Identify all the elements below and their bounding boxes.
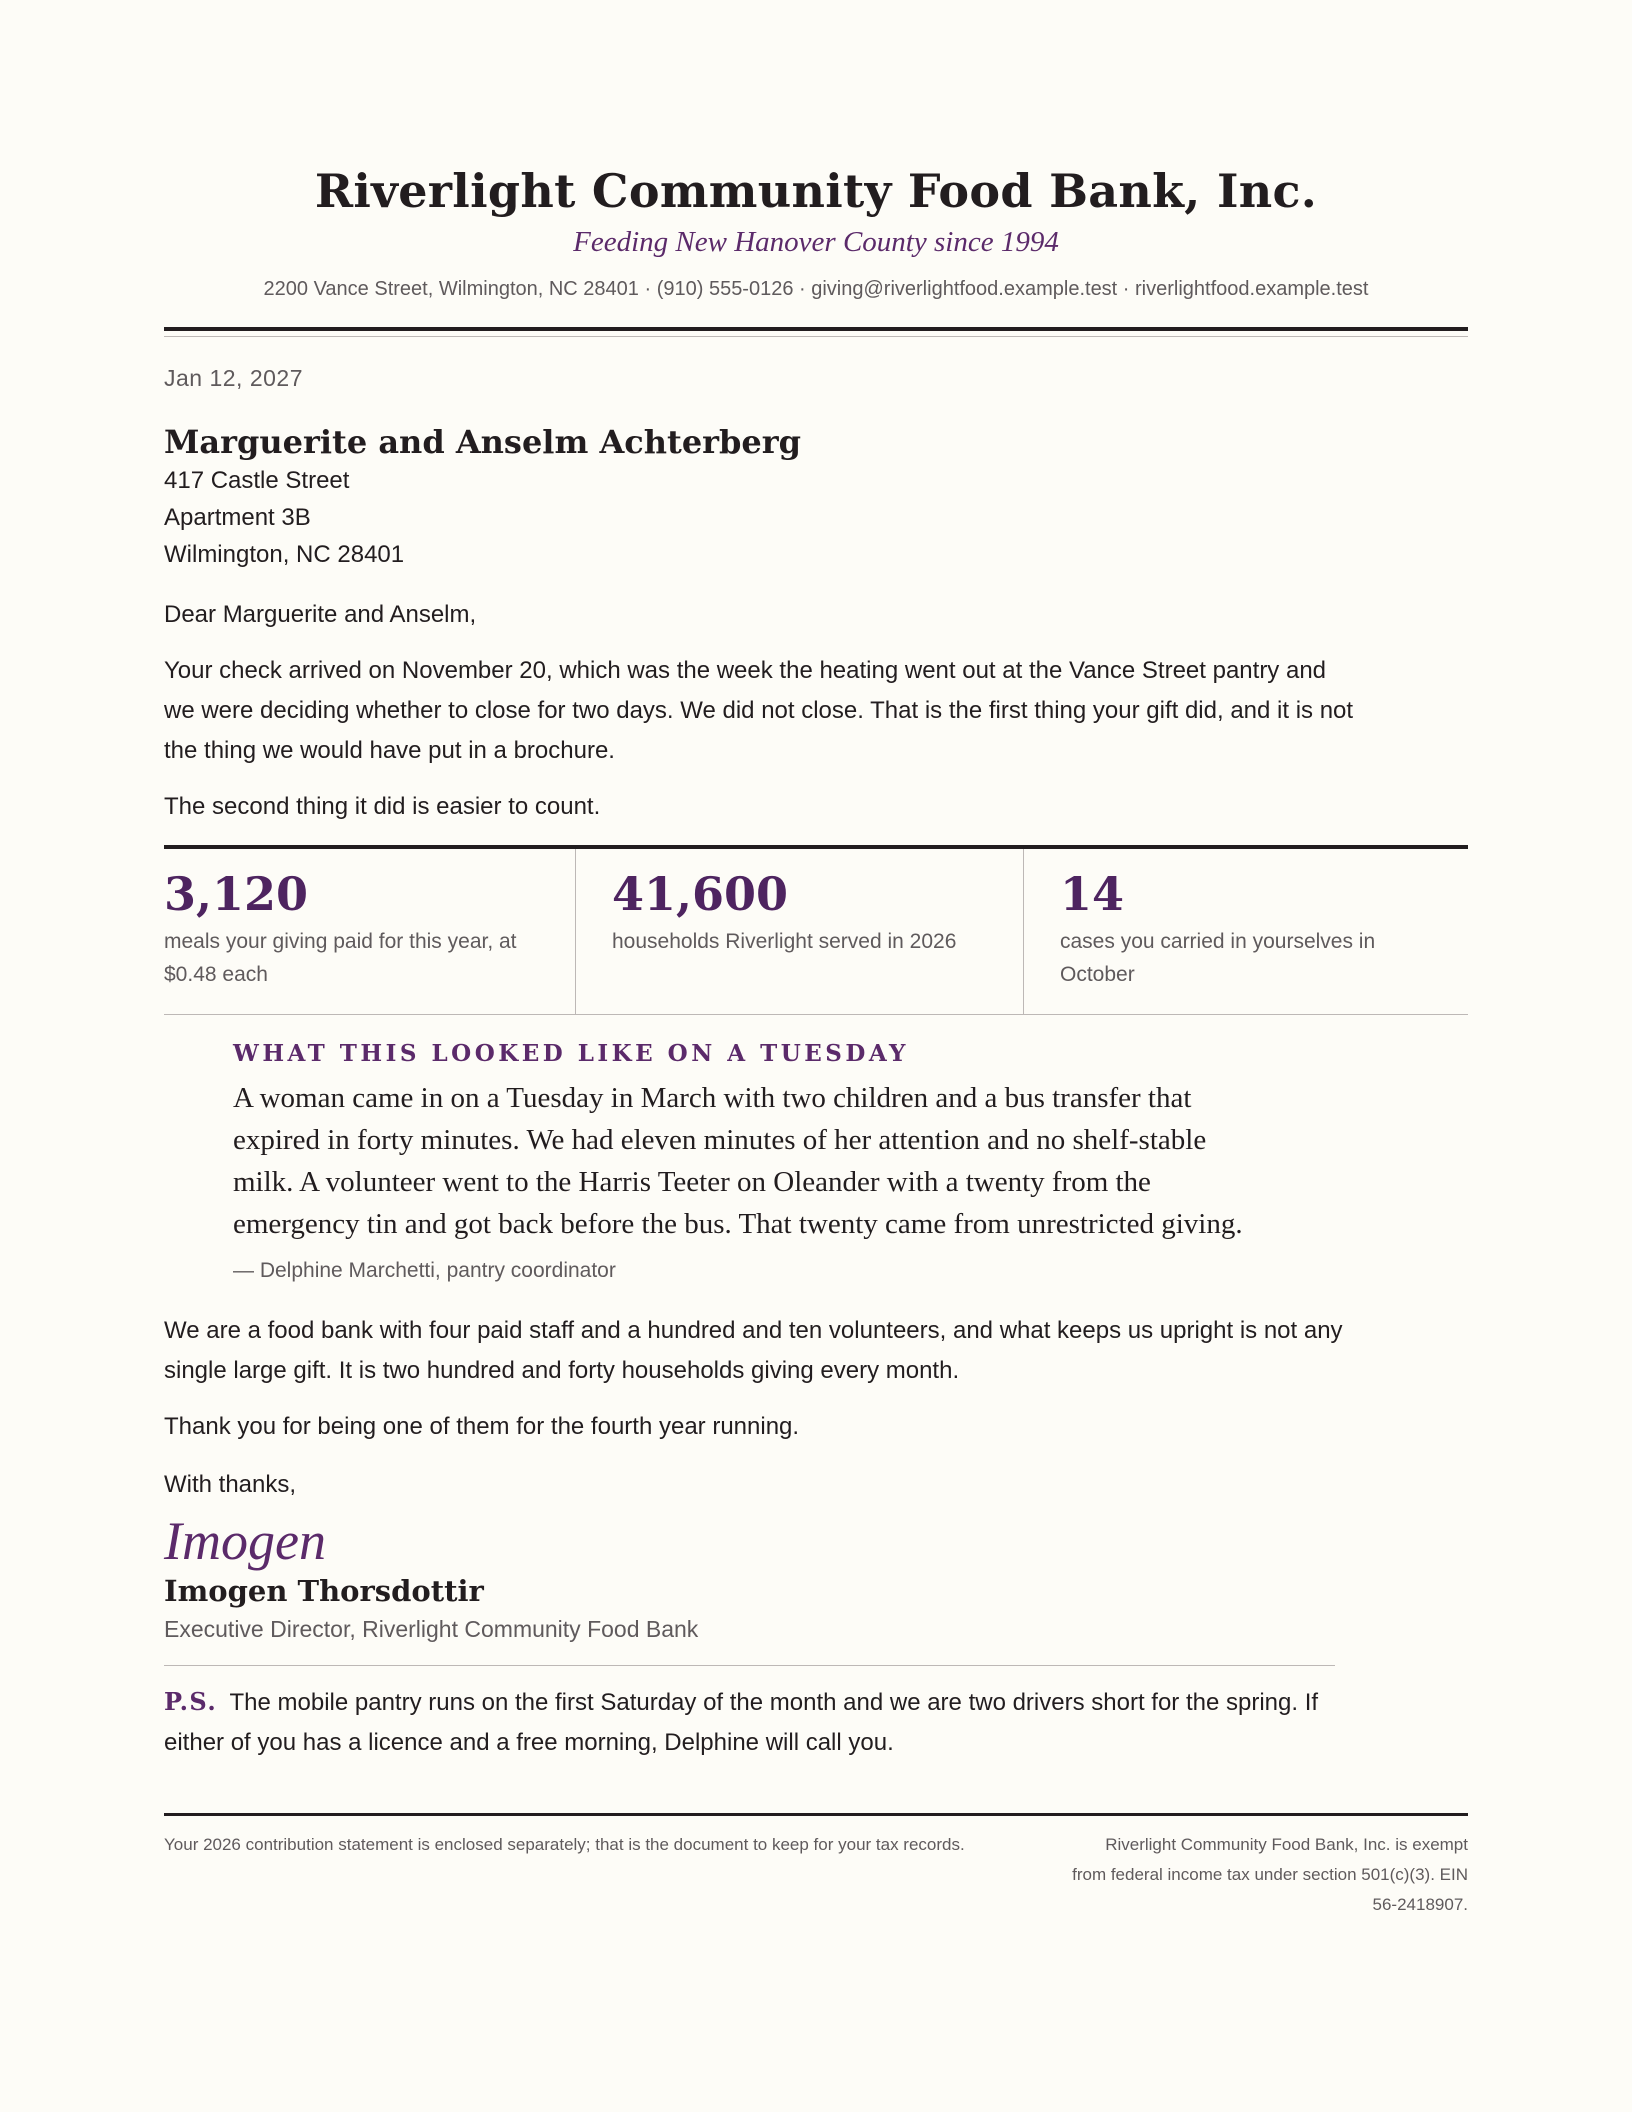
letter-page xyxy=(164,0,1468,1920)
signer-name: Imogen Thorsdottir xyxy=(164,1574,484,1608)
recipient-address xyxy=(164,462,1468,573)
stat-label: households Riverlight served in 2026 xyxy=(612,930,957,953)
stat-label: cases you carried in yourselves in October xyxy=(1060,930,1376,986)
body-paragraph: We are a food bank with four paid staff and a hundred and ten volunteers, and what keeps us upright is not any single large gift. It is two hundred and forty households giving every month. xyxy=(164,1317,1343,1384)
letterhead-rule-thick xyxy=(164,327,1468,331)
pull-quote-heading: WHAT THIS LOOKED LIKE ON A TUESDAY xyxy=(233,1040,909,1067)
stat-households xyxy=(575,849,1023,1014)
org-contact-line: 2200 Vance Street, Wilmington, NC 28401 · (910) 555-0126 · giving@riverlightfood.example.test · riverlightfood.example.test xyxy=(263,278,1369,300)
address-line: Wilmington, NC 28401 xyxy=(164,541,405,568)
footer xyxy=(164,1830,1468,1920)
pull-quote-attribution: — Delphine Marchetti, pantry coordinator xyxy=(233,1259,616,1282)
address-line: 417 Castle Street xyxy=(164,467,350,494)
stats-panel xyxy=(164,845,1468,1015)
footer-rule xyxy=(164,1813,1468,1816)
stat-label: meals your giving paid for this year, at $0.48 each xyxy=(164,930,517,986)
footer-tax-status: Riverlight Community Food Bank, Inc. is exempt from federal income tax under section 501(c)(3). EIN 56-2418907. xyxy=(1072,1835,1468,1914)
ps-text: The mobile pantry runs on the first Saturday of the month and we are two drivers short for the spring. If either of you has a licence and a free morning, Delphine will call you. xyxy=(164,1689,1319,1756)
ps-divider xyxy=(164,1665,1335,1666)
body-paragraph: Thank you for being one of them for the fourth year running. xyxy=(164,1413,800,1440)
ps-label: P.S. xyxy=(164,1687,218,1716)
org-name: Riverlight Community Food Bank, Inc. xyxy=(314,164,1318,218)
signer-title: Executive Director, Riverlight Community Food Bank xyxy=(164,1616,699,1642)
address-line: Apartment 3B xyxy=(164,504,311,531)
pull-quote xyxy=(233,1039,1273,1285)
signature-script: Imogen xyxy=(164,1511,326,1571)
stat-value: 14 xyxy=(1060,867,1125,921)
postscript xyxy=(164,1682,1354,1763)
stat-meals xyxy=(164,849,575,1014)
letter-date: Jan 12, 2027 xyxy=(164,365,304,391)
body-paragraph: Your check arrived on November 20, which was the week the heating went out at the Vance Street pantry and we were deciding whether to close for two days. We did not close. That is the first thing your gift did, and it is not the thing we would have put in a brochure. xyxy=(164,657,1354,764)
salutation: Dear Marguerite and Anselm, xyxy=(164,601,477,628)
footer-note: Your 2026 contribution statement is enclosed separately; that is the document to keep for your tax records. xyxy=(164,1835,965,1854)
stat-value: 41,600 xyxy=(612,867,789,921)
body-paragraph: The second thing it did is easier to count. xyxy=(164,793,601,820)
org-tagline: Feeding New Hanover County since 1994 xyxy=(573,226,1059,258)
pull-quote-text: A woman came in on a Tuesday in March with two children and a bus transfer that expired in forty minutes. We had eleven minutes of her attention and no shelf-stable milk. A volunteer went to the Harris Teeter on Oleander with a twenty from the emergency tin and got back before the bus. That twenty came from unrestricted giving. xyxy=(233,1082,1243,1240)
stat-cases xyxy=(1023,849,1468,1014)
closing: With thanks, xyxy=(164,1471,297,1498)
recipient-name: Marguerite and Anselm Achterberg xyxy=(164,423,801,461)
stat-value: 3,120 xyxy=(164,867,309,921)
letterhead xyxy=(164,0,1468,302)
letterhead-rule-thin xyxy=(164,336,1468,337)
